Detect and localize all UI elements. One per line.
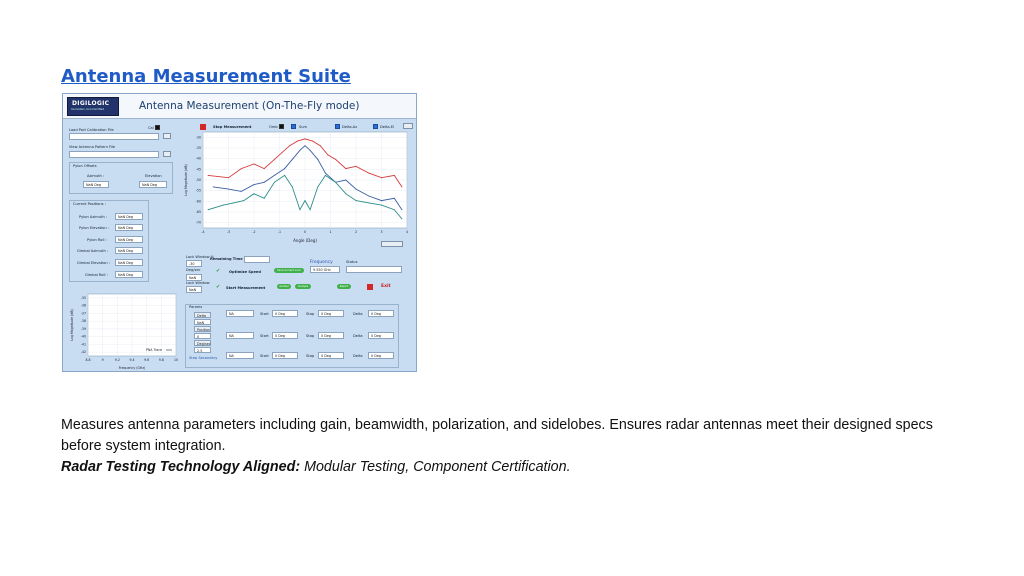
pattern-point <box>356 189 357 190</box>
pattern-point <box>282 152 283 153</box>
x-tick-label: 2 <box>354 230 358 234</box>
y-tick-label: -42 <box>80 350 86 355</box>
pattern-point <box>305 145 306 146</box>
slide-title[interactable]: Antenna Measurement Suite <box>61 66 351 87</box>
load-cal-label: Load Port Calibration File <box>69 128 114 132</box>
stop-measurement-button[interactable]: Stop Measurement <box>213 125 252 129</box>
pattern-point <box>208 175 209 176</box>
position-label: Pylon Azimuth : <box>79 215 108 219</box>
pattern-point <box>241 168 242 169</box>
pattern-point <box>381 200 382 201</box>
pattern-point <box>228 177 229 178</box>
pattern-point <box>345 180 346 181</box>
pattern-point <box>317 186 318 187</box>
position-value: NaN Deg <box>115 224 143 231</box>
start-field[interactable]: 0 Deg <box>272 352 298 359</box>
cal-checkbox[interactable] <box>155 125 160 130</box>
delta-label: Delta <box>353 312 363 316</box>
x-tick-label: 9 <box>101 358 104 362</box>
pna-legend: PNA Trace <box>146 348 162 352</box>
start-label: Start <box>260 354 269 358</box>
logo <box>67 97 119 116</box>
pattern-point <box>299 209 300 210</box>
main-xticks <box>201 230 408 234</box>
pattern-point <box>401 209 402 210</box>
position-value: NaN Deg <box>115 271 143 278</box>
azimuth-offset-field[interactable]: NaN Deg <box>83 181 109 188</box>
pattern-point <box>233 202 234 203</box>
trace-style-icon[interactable] <box>403 123 413 129</box>
pattern-point <box>320 145 321 146</box>
pattern-point <box>243 200 244 201</box>
pattern-point <box>368 196 369 197</box>
x-tick-label: 9.6 <box>144 358 150 362</box>
pattern-point <box>368 173 369 174</box>
stop-field[interactable]: 0 Deg <box>318 310 344 317</box>
y-tick-label: -41 <box>80 342 86 347</box>
start-field[interactable]: 0 Deg <box>272 310 298 317</box>
params-list-item[interactable]: 0 <box>194 333 211 339</box>
pattern-browse-folder-icon[interactable] <box>163 151 171 157</box>
status-label: Status <box>346 260 358 264</box>
params-list-item[interactable]: 2.5 <box>194 347 211 353</box>
pattern-point <box>335 159 336 160</box>
gimbal-button[interactable]: Gimbal <box>277 284 291 289</box>
axis-primary-select[interactable]: NA <box>226 332 254 339</box>
omb-checkbox[interactable] <box>279 124 284 129</box>
params-title: Params <box>189 305 203 309</box>
pattern-point <box>274 182 275 183</box>
y-tick-label: -35 <box>80 295 86 300</box>
sum-label: Sum <box>299 125 308 129</box>
start-measurement-button[interactable]: Start Measurement <box>226 286 266 290</box>
pattern-point <box>381 177 382 178</box>
pattern-point <box>310 150 311 151</box>
pna-ylabel: Log Magnitude (dB) <box>70 309 74 341</box>
pattern-point <box>228 189 229 190</box>
y-tick-label: -39 <box>80 326 86 331</box>
x-tick-label: 4 <box>405 230 409 234</box>
main-yticks <box>196 135 201 224</box>
omb-label: Omb <box>269 125 278 129</box>
delta-az-label: Delta-Az <box>342 125 358 129</box>
pattern-point <box>305 200 306 201</box>
step-secondary-select[interactable]: NA <box>226 352 254 359</box>
stop-field[interactable]: 0 Deg <box>318 352 344 359</box>
pattern-point <box>325 173 326 174</box>
pattern-point <box>223 205 224 206</box>
pattern-point <box>297 141 298 142</box>
lock-window-label: Lock Window <box>186 281 210 285</box>
y-tick-label: -70 <box>195 220 201 225</box>
delta-label: Delta <box>353 334 363 338</box>
x-tick-label: -3 <box>226 230 231 234</box>
params-list-item[interactable]: Deg/sec <box>194 340 211 346</box>
y-tick-label: -45 <box>195 167 201 172</box>
pattern-point <box>274 175 275 176</box>
x-tick-label: 0 <box>303 230 307 234</box>
y-tick-label: -40 <box>195 156 201 161</box>
start-label: Start <box>260 312 269 316</box>
logo-subtext: Innovation, Uncommitted <box>71 108 104 111</box>
x-tick-label: 9.2 <box>114 358 120 362</box>
aligned-text: Modular Testing, Component Certification. <box>300 459 571 475</box>
cal-browse-folder-icon[interactable] <box>163 133 171 139</box>
pattern-point <box>310 209 311 210</box>
x-tick-label: 3 <box>380 230 383 234</box>
position-label: Pylon Roll : <box>87 238 107 242</box>
position-label: Gimbal Roll : <box>85 273 108 277</box>
y-tick-label: -55 <box>195 188 201 193</box>
position-label: Gimbal Azimuth : <box>77 249 109 253</box>
elevation-label: Elevation <box>145 174 162 178</box>
position-value: NaN Deg <box>115 236 143 243</box>
y-tick-label: -40 <box>80 334 86 339</box>
pattern-point <box>292 159 293 160</box>
y-tick-label: -35 <box>195 146 201 150</box>
deg-field[interactable]: NaN <box>186 274 202 281</box>
sum-checkbox[interactable] <box>291 124 296 129</box>
pattern-point <box>394 209 395 210</box>
position-value: NaN Deg <box>115 247 143 254</box>
current-positions-label: Current Positions : <box>73 202 106 206</box>
delta-az-checkbox[interactable] <box>335 124 340 129</box>
pattern-point <box>254 193 255 194</box>
pattern-point <box>254 164 255 165</box>
main-ylabel: Log Magnitude (dB) <box>184 164 188 196</box>
pna-xticks <box>85 358 178 362</box>
y-tick-label: -37 <box>80 311 86 316</box>
pna-trace-chart <box>66 292 181 372</box>
x-tick-label: 1 <box>329 230 332 234</box>
pattern-point <box>264 182 265 183</box>
cal-label: Cal <box>148 126 154 130</box>
position-label: Gimbal Elevation : <box>77 261 110 265</box>
stop-label: Stop <box>306 334 315 338</box>
delta-el-label: Delta-El <box>380 125 395 129</box>
save-lock-button[interactable]: Save Current Lock <box>274 268 304 273</box>
logo-text: DIGILOGIC <box>72 100 110 107</box>
pna-xlabel: Frequency (GHz) <box>118 366 146 370</box>
step-secondary-label: Step Secondary <box>189 356 218 360</box>
lock-window-field[interactable]: NaN <box>186 286 202 293</box>
exit-indicator-icon <box>367 284 373 290</box>
pna-yticks <box>81 296 86 354</box>
pattern-point <box>213 186 214 187</box>
pattern-point <box>356 166 357 167</box>
graph-tools-icon[interactable] <box>381 241 403 247</box>
pattern-point <box>394 198 395 199</box>
delta-field[interactable]: 0 Deg <box>368 310 394 317</box>
y-tick-label: -50 <box>195 178 201 182</box>
optimize-check-icon: ✔ <box>216 268 221 274</box>
report-button[interactable]: Report <box>337 284 351 289</box>
pattern-point <box>292 186 293 187</box>
window-title: Antenna Measurement (On-The-Fly mode) <box>139 100 360 112</box>
pattern-point <box>264 198 265 199</box>
status-field <box>346 266 402 273</box>
pattern-point <box>264 168 265 169</box>
x-tick-label: 8.8 <box>85 358 91 362</box>
pattern-point <box>305 138 306 139</box>
app-header <box>63 94 416 119</box>
pattern-point <box>208 209 209 210</box>
exit-button[interactable]: Exit <box>381 284 391 289</box>
params-list-item[interactable]: Delta <box>194 312 211 318</box>
stop-label: Stop <box>306 354 315 358</box>
y-tick-label: -60 <box>195 199 201 204</box>
pattern-point <box>299 150 300 151</box>
aligned-line <box>61 459 571 475</box>
pattern-file-field[interactable] <box>69 151 159 158</box>
delta-field[interactable]: 0 Deg <box>368 352 394 359</box>
start-label: Start <box>260 334 269 338</box>
main-xlabel: Angle (Deg) <box>293 238 317 243</box>
position-value: NaN Deg <box>115 213 143 220</box>
x-tick-label: -1 <box>277 230 282 234</box>
delta-field[interactable]: 0 Deg <box>368 332 394 339</box>
x-tick-label: 9.8 <box>158 358 164 362</box>
stop-field[interactable]: 0 Deg <box>318 332 344 339</box>
start-check-icon: ✔ <box>216 284 221 290</box>
view-pattern-label: View Antenna Pattern File <box>69 145 116 149</box>
pattern-point <box>401 218 402 219</box>
pattern-point <box>289 145 290 146</box>
aligned-label: Radar Testing Technology Aligned: <box>61 459 301 475</box>
y-tick-label: -38 <box>80 319 86 324</box>
remaining-time-label: Remaining Time <box>210 257 243 261</box>
optimize-speed-button[interactable]: Optimize Speed <box>229 270 261 274</box>
pattern-point <box>345 193 346 194</box>
pattern-point <box>325 175 326 176</box>
azimuth-label: Azimuth : <box>87 174 105 178</box>
pattern-point <box>241 191 242 192</box>
pattern-point <box>345 168 346 169</box>
remaining-time-field <box>244 256 270 263</box>
elevation-offset-field[interactable]: NaN Deg <box>139 181 167 188</box>
y-tick-label: -36 <box>80 303 86 308</box>
slide-description: Measures antenna parameters including gain, beamwidth, polarization, and sidelobes. Ensures radar antennas meet their designed specs before system integration. <box>61 417 933 454</box>
delta-el-checkbox[interactable] <box>373 124 378 129</box>
pattern-point <box>312 141 313 142</box>
frequency-label: Frequency <box>310 260 333 265</box>
lock-window-pct-field[interactable]: -30 <box>186 260 202 267</box>
y-tick-label: -65 <box>195 210 201 214</box>
x-tick-label: 10 <box>173 358 179 362</box>
y-tick-label: -30 <box>195 135 201 140</box>
start-field[interactable]: 0 Deg <box>272 332 298 339</box>
x-tick-label: 9.4 <box>129 358 135 362</box>
lock-window-pct-label: Lock Window % <box>186 255 215 259</box>
pattern-point <box>284 168 285 169</box>
main-pattern-chart <box>181 130 411 244</box>
params-list-item[interactable]: NaN <box>194 319 211 325</box>
stop-label: Stop <box>306 312 315 316</box>
x-tick-label: -4 <box>201 230 205 234</box>
axis-select[interactable]: NA <box>226 310 254 317</box>
pattern-point <box>327 154 328 155</box>
pattern-point <box>274 159 275 160</box>
position-value: NaN Deg <box>115 259 143 266</box>
position-label: Pylon Elevation : <box>79 226 109 230</box>
deg-label: Deg/sec <box>186 268 201 272</box>
analyze-button[interactable]: Analyze <box>295 284 311 289</box>
pattern-point <box>356 200 357 201</box>
pattern-point <box>284 175 285 176</box>
pattern-point <box>394 175 395 176</box>
delta-label: Delta <box>353 354 363 358</box>
pattern-point <box>368 202 369 203</box>
params-list-item[interactable]: Position <box>194 326 211 332</box>
pylon-offsets-label: Pylon Offsets <box>73 164 97 168</box>
cal-file-field[interactable] <box>69 133 159 140</box>
pattern-point <box>317 159 318 160</box>
pattern-point <box>335 182 336 183</box>
frequency-select[interactable]: 9.550 GHz <box>310 266 340 273</box>
app-screenshot <box>62 93 417 372</box>
pattern-point <box>254 184 255 185</box>
pattern-point <box>381 205 382 206</box>
pattern-point <box>401 186 402 187</box>
x-tick-label: -2 <box>252 230 256 234</box>
